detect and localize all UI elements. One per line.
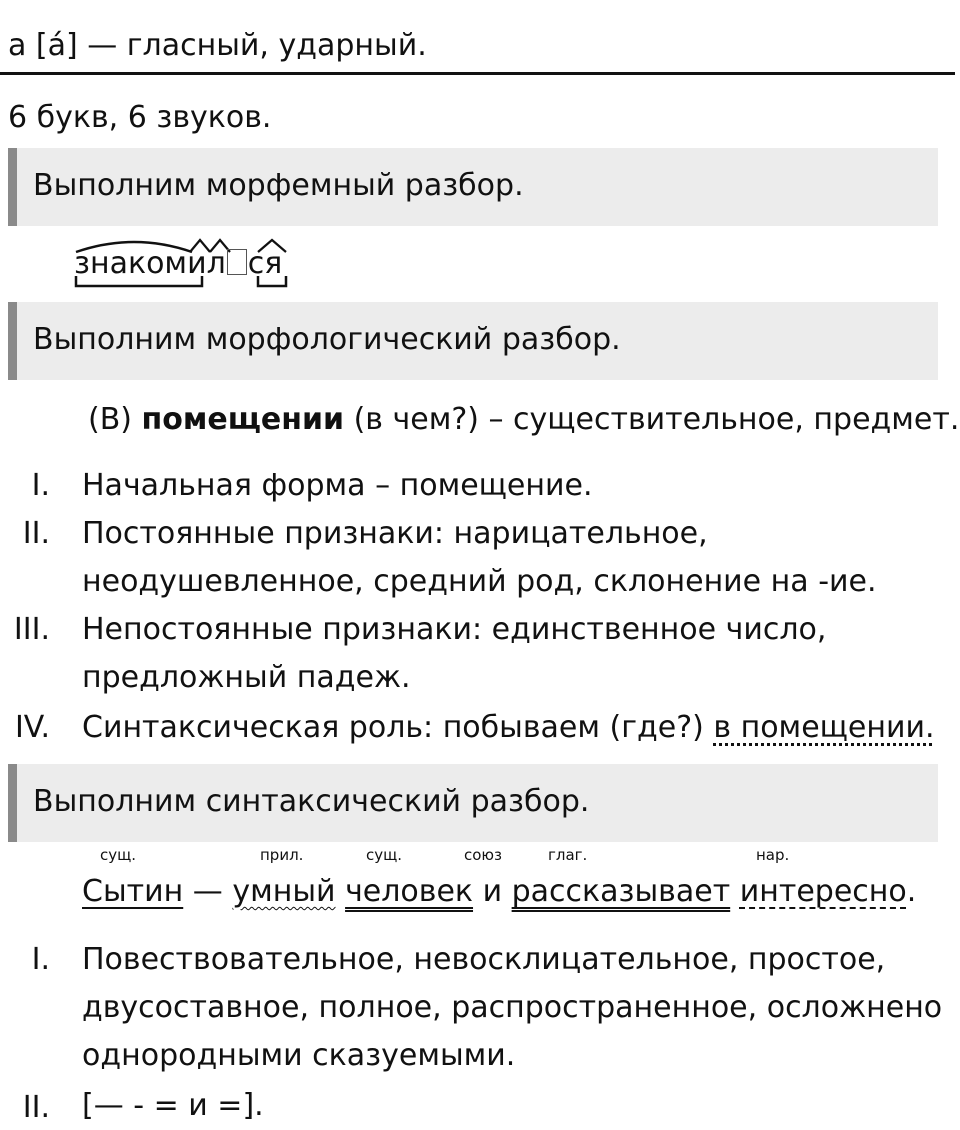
dash: — xyxy=(192,874,223,909)
section-title: Выполним морфемный разбор. xyxy=(33,168,524,203)
list-item: Постоянные признаки: нарицательное, xyxy=(82,516,708,551)
section-title: Выполним морфологический разбор. xyxy=(33,322,621,357)
pos-label-noun: сущ. xyxy=(100,846,137,864)
suffix-text-2: л xyxy=(206,246,226,281)
list-number: IV. xyxy=(14,710,50,745)
list-item-continuation: неодушевленное, средний род, склонение на -ие. xyxy=(82,564,877,599)
predicate-verb: рассказывает xyxy=(511,874,731,909)
conjunction-word: и xyxy=(482,874,503,909)
morphology-intro xyxy=(88,402,959,438)
sentence-end: . xyxy=(906,874,917,909)
analyzed-sentence xyxy=(82,874,916,910)
pos-label-adjective: прил. xyxy=(260,846,304,864)
intro-word: помещении xyxy=(141,402,345,437)
list-item: Непостоянные признаки: единственное число, xyxy=(82,612,827,647)
list-item xyxy=(82,704,935,752)
morpheme-word xyxy=(74,234,304,294)
list-number: II. xyxy=(22,516,50,551)
list-item: Начальная форма – помещение. xyxy=(82,468,593,503)
subject-word: Сытин xyxy=(82,874,184,909)
pos-label-noun: сущ. xyxy=(366,846,403,864)
attribute-word: умный xyxy=(232,874,336,909)
morpheme-word-text xyxy=(74,246,282,282)
intro-prefix: (В) xyxy=(88,402,132,437)
divider-line xyxy=(0,72,955,75)
pos-label-conjunction: союз xyxy=(464,846,503,864)
ending-box xyxy=(227,249,247,275)
section-header-morphology xyxy=(8,302,938,380)
list-item-continuation: предложный падеж. xyxy=(82,660,411,695)
pos-label-verb: глаг. xyxy=(548,846,588,864)
sentence-scheme: [— - = и =]. xyxy=(82,1088,264,1123)
list-number: III. xyxy=(13,612,50,647)
adverbial-word: интересно xyxy=(739,874,907,909)
list-number: I. xyxy=(31,942,50,977)
syntax-role-text: Синтаксическая роль: побываем (где?) xyxy=(82,710,704,745)
phonetic-line: а [á] — гласный, ударный. xyxy=(8,28,427,63)
list-number: II. xyxy=(22,1090,50,1125)
section-header-syntax xyxy=(8,764,938,842)
postfix-text: ся xyxy=(247,246,283,281)
list-item-continuation: двусоставное, полное, распространенное, осложнено xyxy=(82,990,943,1025)
section-header-morpheme xyxy=(8,148,938,226)
intro-rest: (в чем?) – существительное, предмет. xyxy=(353,402,960,437)
list-item-continuation: однородными сказуемыми. xyxy=(82,1038,516,1073)
section-title: Выполним синтаксический разбор. xyxy=(33,784,590,819)
predicate-noun: человек xyxy=(345,874,474,909)
pos-label-adverb: нар. xyxy=(756,846,790,864)
suffix-text-1: и xyxy=(187,246,207,281)
root-text: знаком xyxy=(74,246,188,281)
list-number: I. xyxy=(31,468,50,503)
letters-sounds-count: 6 букв, 6 звуков. xyxy=(8,100,272,135)
list-item: Повествовательное, невосклицательное, простое, xyxy=(82,942,886,977)
adverbial-phrase: в помещении. xyxy=(713,710,935,745)
